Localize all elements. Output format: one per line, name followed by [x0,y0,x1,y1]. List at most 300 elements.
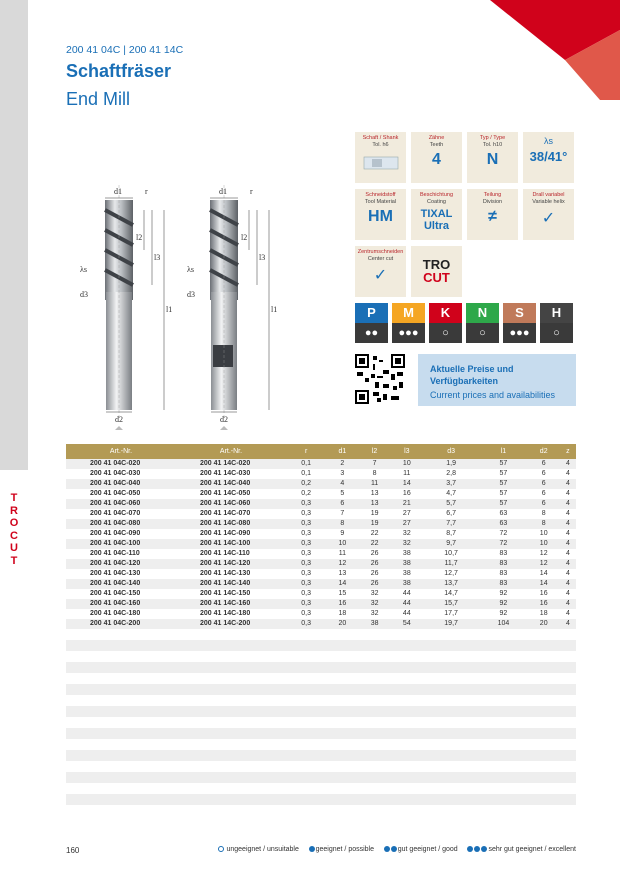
table-cell: 27 [391,519,423,529]
material-letter: N [466,303,499,323]
tile-caption: Teilung [483,192,502,198]
tile-caption: Typ / Type [479,135,506,141]
table-cell: 0,1 [286,459,326,469]
table-cell: 12 [528,549,560,559]
checkmark-icon: ✓ [541,210,556,227]
table-cell: 1,9 [423,459,479,469]
tile-caption: Zentrumschneiden [357,249,404,255]
material-value: HM [368,208,393,225]
table-cell: 10 [528,539,560,549]
dot-icon [467,846,473,852]
table-cell: 6 [528,489,560,499]
table-cell: 57 [479,479,527,489]
table-cell: 4 [560,589,576,599]
table-cell: 4 [326,479,358,489]
table-cell: 44 [391,589,423,599]
table-cell: 200 41 04C-020 [66,459,176,469]
table-cell: 20 [528,619,560,629]
table-cell: 200 41 04C-160 [66,599,176,609]
empty-table-row [66,761,576,772]
table-cell: 200 41 14C-030 [176,469,286,479]
label-l3: l3 [259,253,266,262]
table-cell: 4 [560,489,576,499]
table-cell: 200 41 14C-180 [176,609,286,619]
table-cell: 200 41 14C-070 [176,509,286,519]
col-header: Art.-Nr. [176,444,286,459]
table-cell: 57 [479,469,527,479]
tile-variable-helix [523,189,574,240]
material-k [429,303,462,343]
tile-type [467,132,518,183]
side-letter: C [10,529,18,542]
table-cell: 27 [391,509,423,519]
table-cell: 8 [528,509,560,519]
table-cell: 0,3 [286,529,326,539]
empty-table-row [66,772,576,783]
empty-table-row [66,684,576,695]
table-cell: 72 [479,529,527,539]
dot-icon [309,846,315,852]
table-cell: 10 [528,529,560,539]
table-cell: 92 [479,599,527,609]
table-cell: 5 [326,489,358,499]
table-cell: 8,7 [423,529,479,539]
table-cell: 83 [479,549,527,559]
price-line-3: Current prices and availabilities [430,390,556,400]
table-cell: 200 41 14C-140 [176,579,286,589]
table-cell: 0,3 [286,619,326,629]
table-cell: 200 41 14C-060 [176,499,286,509]
table-cell: 200 41 14C-080 [176,519,286,529]
material-rating: ●●● [503,323,536,343]
table-cell: 21 [391,499,423,509]
trocut-logo-top: TRO [422,257,451,272]
trocut-logo-bottom: CUT [423,270,450,285]
table-cell: 83 [479,569,527,579]
table-cell: 18 [528,609,560,619]
table-cell: 57 [479,459,527,469]
label-r: r [145,187,148,196]
col-header: l3 [391,444,423,459]
material-m [392,303,425,343]
table-cell: 26 [358,559,390,569]
table-cell: 38 [358,619,390,629]
tile-tool-material [355,189,406,240]
empty-table-row [66,794,576,805]
table-cell: 26 [358,579,390,589]
tile-subcaption: Division [482,199,503,205]
table-cell: 0,3 [286,589,326,599]
material-h [540,303,573,343]
tile-center-cut [355,246,406,297]
table-cell: 6 [326,499,358,509]
col-header: l1 [479,444,527,459]
table-cell: 6 [528,469,560,479]
table-cell: 0,3 [286,519,326,529]
table-cell: 38 [391,549,423,559]
empty-table-row [66,629,576,640]
table-cell: 12 [326,559,358,569]
empty-table-row [66,750,576,761]
table-cell: 4 [560,519,576,529]
table-cell: 19 [358,519,390,529]
col-header: Art.-Nr. [66,444,176,459]
label-d3: d3 [80,290,88,299]
empty-table-row [66,640,576,651]
page-title-en: End Mill [66,89,131,109]
material-rating: ●● [355,323,388,343]
table-cell: 9 [326,529,358,539]
tile-subcaption: Center cut [367,256,394,262]
dot-icon [391,846,397,852]
type-value: N [486,151,499,168]
table-cell: 17,7 [423,609,479,619]
table-cell: 9,7 [423,539,479,549]
table-row [66,519,576,529]
tool-drawing-14c [210,185,238,420]
table-cell: 32 [391,529,423,539]
table-cell: 20 [326,619,358,629]
table-cell: 7 [358,459,390,469]
legend-unsuitable: ungeeignet / unsuitable [226,846,299,853]
label-d3: d3 [187,290,195,299]
table-cell: 13,7 [423,579,479,589]
col-header: d2 [528,444,560,459]
col-header: d1 [326,444,358,459]
table-row [66,509,576,519]
article-codes: 200 41 04C | 200 41 14C [66,44,184,56]
table-cell: 3 [326,469,358,479]
tile-subcaption: Tol. h6 [372,142,389,148]
label-l1: l1 [166,305,173,314]
tile-teeth [411,132,462,183]
table-cell: 0,3 [286,499,326,509]
table-cell: 4 [560,529,576,539]
table-cell: 200 41 04C-120 [66,559,176,569]
table-cell: 83 [479,579,527,589]
label-d2: d2 [220,415,228,424]
left-strip [0,0,28,876]
table-cell: 26 [358,549,390,559]
tile-helix-angle [523,132,574,183]
tile-subcaption: Tool Material [364,199,397,205]
table-cell: 200 41 04C-050 [66,489,176,499]
table-cell: 15 [326,589,358,599]
table-cell: 200 41 04C-040 [66,479,176,489]
table-cell: 4 [560,469,576,479]
side-letter: U [10,542,18,554]
table-cell: 200 41 14C-040 [176,479,286,489]
table-cell: 10,7 [423,549,479,559]
table-cell: 200 41 04C-110 [66,549,176,559]
table-cell: 200 41 14C-100 [176,539,286,549]
material-letter: P [355,303,388,323]
table-cell: 2 [326,459,358,469]
table-cell: 32 [358,609,390,619]
table-cell: 6 [528,499,560,509]
page-number: 160 [66,846,80,855]
material-n [466,303,499,343]
table-cell: 8 [326,519,358,529]
table-cell: 4 [560,559,576,569]
material-letter: H [540,303,573,323]
tile-division [467,189,518,240]
table-cell: 13 [326,569,358,579]
material-p [355,303,388,343]
table-cell: 12,7 [423,569,479,579]
material-rating: ●●● [392,323,425,343]
table-cell: 200 41 14C-090 [176,529,286,539]
empty-table-row [66,706,576,717]
table-cell: 19,7 [423,619,479,629]
left-strip-grey [0,0,28,470]
product-table [66,444,576,805]
table-cell: 11 [326,549,358,559]
table-cell: 4 [560,479,576,489]
table-cell: 22 [358,539,390,549]
material-rating: ○ [466,323,499,343]
table-cell: 200 41 04C-180 [66,609,176,619]
table-cell: 4 [560,599,576,609]
legend-good: gut geeignet / good [397,846,458,853]
table-cell: 200 41 14C-130 [176,569,286,579]
qr-code [355,354,405,404]
table-cell: 32 [391,539,423,549]
table-row [66,599,576,609]
table-cell: 0,3 [286,569,326,579]
material-letter: K [429,303,462,323]
table-cell: 200 41 14C-200 [176,619,286,629]
table-cell: 200 41 14C-110 [176,549,286,559]
label-l1: l1 [271,305,278,314]
table-cell: 5,7 [423,499,479,509]
material-rating: ○ [540,323,573,343]
table-row [66,549,576,559]
shank-icon [362,153,400,173]
table-cell: 200 41 04C-100 [66,539,176,549]
table-cell: 11 [391,469,423,479]
table-cell: 4 [560,499,576,509]
table-row [66,469,576,479]
table-cell: 38 [391,559,423,569]
table-cell: 16 [528,589,560,599]
table-cell: 200 41 04C-060 [66,499,176,509]
table-cell: 0,2 [286,489,326,499]
price-line-1: Aktuelle Preise und [430,364,514,374]
tool-drawings [70,180,300,430]
dot-icon [481,846,487,852]
table-row [66,569,576,579]
label-lambda: λs [187,265,194,274]
table-cell: 4,7 [423,489,479,499]
table-cell: 92 [479,609,527,619]
table-cell: 14 [391,479,423,489]
table-cell: 2,8 [423,469,479,479]
table-cell: 14 [528,579,560,589]
table-cell: 0,2 [286,479,326,489]
empty-table-row [66,651,576,662]
col-header: r [286,444,326,459]
table-cell: 44 [391,609,423,619]
table-cell: 200 41 04C-130 [66,569,176,579]
table-cell: 200 41 04C-150 [66,589,176,599]
empty-table-row [66,717,576,728]
table-cell: 57 [479,489,527,499]
tile-caption: λs [544,136,553,146]
legend-possible: geeignet / possible [315,846,375,853]
division-value: ≠ [488,208,497,225]
price-line-2: Verfügbarkeiten [430,376,499,386]
table-row [66,559,576,569]
table-cell: 32 [358,589,390,599]
table-cell: 7,7 [423,519,479,529]
table-cell: 0,3 [286,609,326,619]
table-cell: 4 [560,609,576,619]
side-letter: R [10,504,18,517]
table-cell: 200 41 04C-200 [66,619,176,629]
table-cell: 200 41 14C-050 [176,489,286,499]
label-lambda: λs [80,265,87,274]
table-row [66,489,576,499]
trocut-logo [411,246,462,297]
table-row [66,529,576,539]
table-cell: 16 [391,489,423,499]
ring-icon [218,846,224,852]
table-cell: 92 [479,589,527,599]
dot-icon [474,846,480,852]
table-cell: 22 [358,529,390,539]
table-cell: 54 [391,619,423,629]
tile-subcaption: Variable helix [532,199,565,205]
table-cell: 18 [326,609,358,619]
table-cell: 6 [528,459,560,469]
table-cell: 63 [479,519,527,529]
table-cell: 200 41 04C-030 [66,469,176,479]
table-cell: 19 [358,509,390,519]
tile-caption: Schaft / Shank [362,135,399,141]
label-d1: d1 [219,187,227,196]
label-l2: l2 [241,233,248,242]
table-row [66,579,576,589]
tile-subcaption: Tol. h10 [482,142,503,148]
table-row [66,499,576,509]
tile-subcaption: Coating [427,199,446,205]
table-cell: 200 41 04C-070 [66,509,176,519]
table-cell: 8 [528,519,560,529]
teeth-value: 4 [432,151,441,168]
tile-caption: Drall variabel [532,192,565,198]
table-cell: 200 41 04C-140 [66,579,176,589]
table-row [66,479,576,489]
table-cell: 16 [528,599,560,609]
table-cell: 200 41 14C-160 [176,599,286,609]
legend-excellent: sehr gut geeignet / excellent [488,846,576,853]
table-row [66,539,576,549]
label-d1: d1 [114,187,122,196]
table-cell: 16 [326,599,358,609]
suitability-legend [200,846,576,853]
material-rating: ○ [429,323,462,343]
empty-table-row [66,695,576,706]
material-s [503,303,536,343]
col-header: d3 [423,444,479,459]
empty-table-row [66,662,576,673]
empty-table-row [66,728,576,739]
table-cell: 38 [391,569,423,579]
tile-caption: Schneidstoff [365,192,396,198]
table-cell: 200 41 14C-020 [176,459,286,469]
table-cell: 63 [479,509,527,519]
tool-drawing-04c [105,185,133,420]
table-cell: 6,7 [423,509,479,519]
material-letter: S [503,303,536,323]
table-cell: 4 [560,539,576,549]
table-cell: 200 41 04C-090 [66,529,176,539]
table-cell: 15,7 [423,599,479,609]
table-cell: 13 [358,489,390,499]
table-cell: 12 [528,559,560,569]
table-cell: 4 [560,459,576,469]
helix-value: 38/41° [529,149,568,164]
table-cell: 72 [479,539,527,549]
table-cell: 7 [326,509,358,519]
table-cell: 32 [358,599,390,609]
checkmark-icon: ✓ [373,267,388,284]
table-cell: 0,3 [286,549,326,559]
table-cell: 57 [479,499,527,509]
table-cell: 0,3 [286,579,326,589]
corner-decoration [450,0,620,100]
table-row [66,619,576,629]
table-cell: 8 [358,469,390,479]
table-cell: 4 [560,569,576,579]
col-header: z [560,444,576,459]
table-cell: 6 [528,479,560,489]
tile-coating [411,189,462,240]
empty-table-row [66,783,576,794]
price-info-box[interactable] [418,354,576,406]
coating-value-1: TIXAL [420,208,453,220]
side-letter: O [9,517,19,529]
table-cell: 104 [479,619,527,629]
col-header: l2 [358,444,390,459]
table-cell: 200 41 04C-080 [66,519,176,529]
table-cell: 14 [528,569,560,579]
empty-table-row [66,673,576,684]
table-cell: 14 [326,579,358,589]
table-cell: 13 [358,499,390,509]
table-cell: 10 [391,459,423,469]
table-cell: 4 [560,619,576,629]
table-cell: 0,3 [286,599,326,609]
table-cell: 200 41 14C-150 [176,589,286,599]
tile-subcaption: Teeth [429,142,444,148]
table-cell: 11 [358,479,390,489]
tile-caption: Zähne [428,135,445,141]
table-row [66,459,576,469]
table-cell: 44 [391,599,423,609]
page-title-de: Schaftfräser [66,61,172,81]
table-header-row [66,444,576,459]
side-label-trocut [6,492,22,567]
empty-table-row [66,739,576,750]
label-l3: l3 [154,253,161,262]
label-l2: l2 [136,233,143,242]
table-cell: 0,3 [286,539,326,549]
material-letter: M [392,303,425,323]
table-cell: 4 [560,579,576,589]
table-cell: 26 [358,569,390,579]
